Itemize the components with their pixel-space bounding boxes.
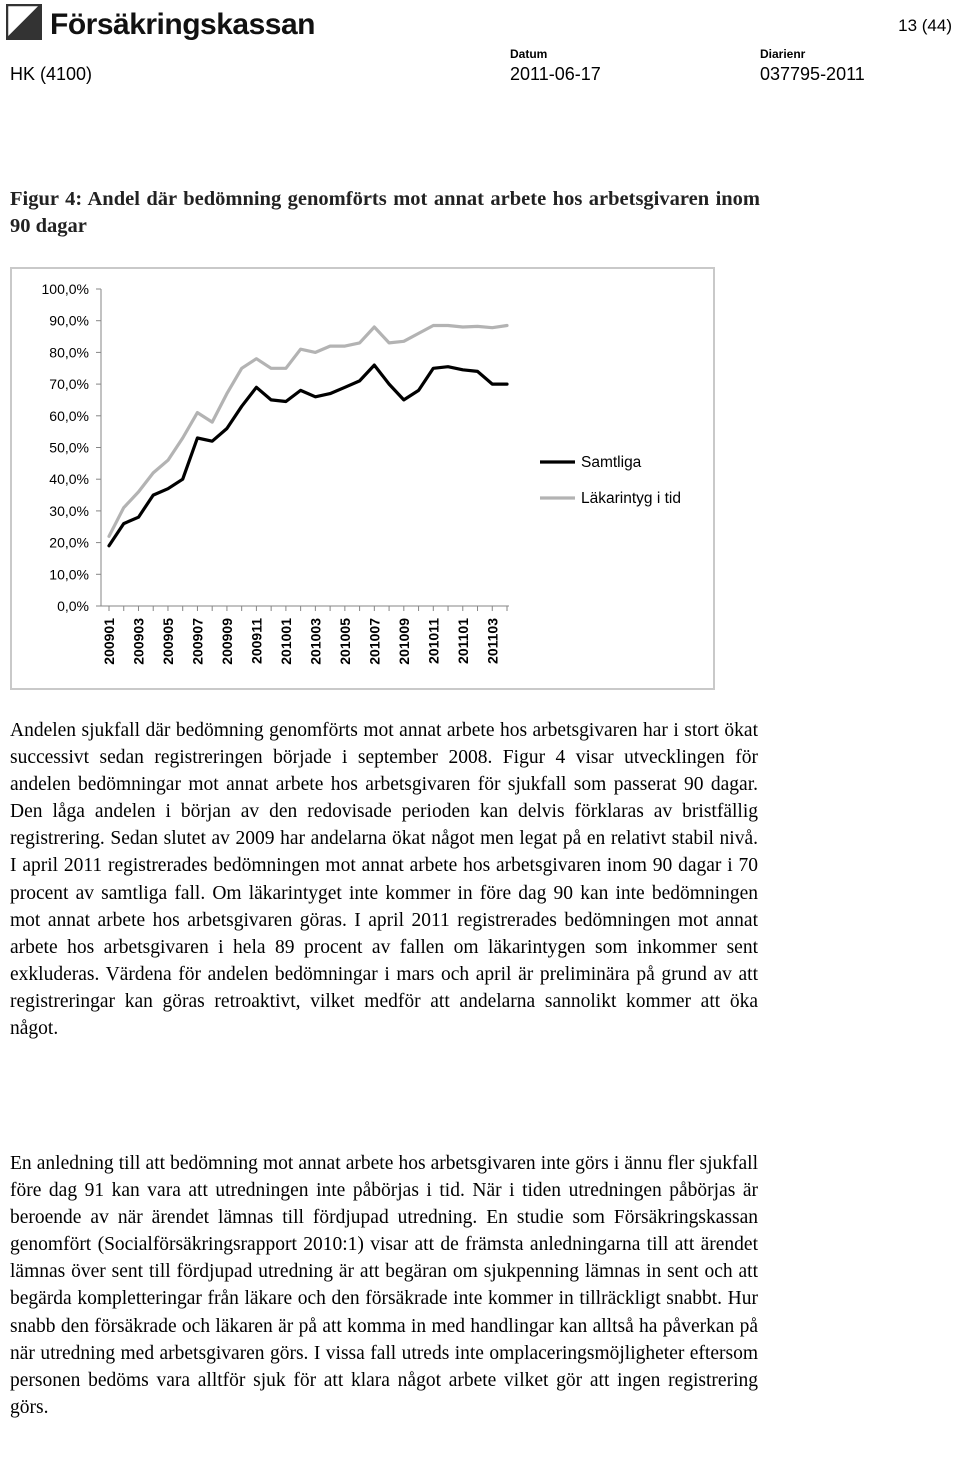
registry-number-label: Diarienr <box>760 47 806 61</box>
x-tick-label: 200911 <box>248 618 265 664</box>
y-tick-label: 40,0% <box>49 471 89 488</box>
x-tick-label: 201001 <box>277 618 294 665</box>
x-tick-label: 201007 <box>366 618 383 665</box>
y-tick-label: 90,0% <box>49 312 89 329</box>
series-line <box>109 365 507 546</box>
legend-label: Läkarintyg i tid <box>581 490 681 507</box>
x-tick-label: 201103 <box>484 618 501 664</box>
chart-svg <box>12 269 713 688</box>
x-tick-label: 201005 <box>336 618 353 665</box>
registry-number-value: 037795-2011 <box>760 64 865 84</box>
figure-title: Figur 4: Andel där bedömning genomförts mot annat arbete hos arbetsgivaren inom 90 dagar <box>10 188 760 237</box>
y-tick-label: 10,0% <box>49 566 89 583</box>
line-chart <box>10 267 715 690</box>
x-tick-label: 200909 <box>218 618 235 665</box>
y-tick-label: 80,0% <box>49 344 89 361</box>
y-tick-label: 70,0% <box>49 376 89 393</box>
page-number: 13 (44) <box>898 16 952 35</box>
x-tick-label: 201101 <box>454 618 471 664</box>
y-tick-label: 50,0% <box>49 439 89 456</box>
logo-icon <box>6 4 42 40</box>
body-paragraph-1: Andelen sjukfall där bedömning genomförts mot annat arbete hos arbetsgivaren har i stort ökat successivt sedan registreringen började i september 2008. Figur 4 visar utvecklingen för andelen bedömningar mot annat arbete hos arbetsgivaren för sjukfall som passerat 90 dagar. Den låga andelen i början av den redovisade perioden kan delvis förklaras av bristfällig registrering. Sedan slutet av 2009 har andelarna ökat något men legat på en relativt stabil nivå. I april 2011 registrerades bedömningen mot annat arbete hos arbetsgivaren inom 90 dagar i 70 procent av samtliga fall. Om läkarintyget inte kommer in före dag 90 kan inte bedömningen mot annat arbete hos arbetsgivaren göras. I april 2011 registrerades bedömningen mot annat arbete hos arbetsgivaren i hela 89 procent av fallen om läkarintygen som inkommer sent exkluderas. Värdena för andelen bedömningar i mars och april är preliminära på grund av att registreringar kan göras retroaktivt, vilket medför att andelarna sannolikt kommer att öka något. <box>10 720 758 1040</box>
x-tick-label: 201003 <box>307 618 324 665</box>
series-line <box>109 326 507 537</box>
y-tick-label: 60,0% <box>49 407 89 424</box>
x-tick-label: 200905 <box>159 618 176 665</box>
x-tick-label: 200901 <box>101 618 117 665</box>
x-tick-label: 200907 <box>189 618 206 665</box>
legend-label: Samtliga <box>581 454 642 471</box>
y-tick-label: 100,0% <box>41 281 89 297</box>
y-tick-label: 20,0% <box>49 534 89 551</box>
x-tick-label: 200903 <box>130 618 147 665</box>
x-tick-label: 201009 <box>395 618 412 665</box>
brand-name: Försäkringskassan <box>50 8 315 41</box>
x-tick-label: 201011 <box>425 618 442 664</box>
y-tick-label: 0,0% <box>57 598 89 614</box>
y-tick-label: 30,0% <box>49 502 89 519</box>
unit-code: HK (4100) <box>10 64 93 84</box>
date-value: 2011-06-17 <box>510 64 601 84</box>
date-label: Datum <box>510 47 548 61</box>
body-paragraph-2: En anledning till att bedömning mot annat arbete hos arbetsgivaren inte görs i ännu fler sjukfall före dag 91 kan vara att utredningen inte påbörjas i tid. När i tiden utredningen påbörjas är beroende av när ärendet lämnas till fördjupad utredning. En studie som Försäkringskassan genomfört (Socialförsäkringsrapport 2010:1) visar att de främsta anledningarna till att ärendet lämnas över sent till fördjupad utredning är att begäran om sjukpenning lämnas in sent och att begärda kompletteringar från läkare och den försäkrade inte kommer in tillräckligt snabbt. Hur snabb den försäkrade och läkaren är på att komma in med handlingar kan alltså ha påverkan på när utredning med arbetsgivaren görs. I vissa fall utreds inte omplaceringsmöjligheter eftersom personen bedöms vara alltför sjuk för att klara något arbete vilket gör att ingen registrering görs. <box>10 1153 758 1418</box>
